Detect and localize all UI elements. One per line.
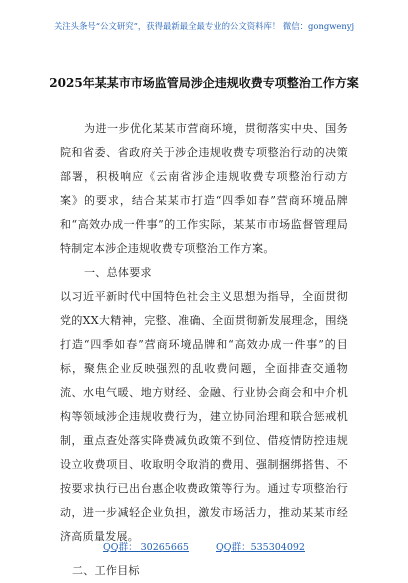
section-heading-work-goals: 二、工作目标 xyxy=(72,564,140,577)
footer-contact xyxy=(0,539,408,553)
header-banner: 关注头条号“公文研究”，获得最新最全最专业的公文资料库！ 微信：gongwenyj xyxy=(53,21,355,31)
section-heading-overall-requirements: 一、总体要求 xyxy=(84,266,152,279)
qq-group-link-2[interactable]: QQ群：535304092 xyxy=(216,542,305,553)
qq-group-link-1[interactable]: QQ群： 30265665 xyxy=(103,542,189,553)
document-title: 2025年某某市市场监管局涉企违规收费专项整治工作方案 xyxy=(49,76,359,90)
intro-paragraph: 为进一步优化某某市营商环境，贯彻落实中央、国务院和省委、省政府关于涉企违规收费专项整治行动的决策部署，积极响应《云南省涉企违规收费专项整治行动方案》的要求，结合某某市打造“四季如春”营商环境品牌和“高效办成一件事”的工作实际，某某市市场监督管理局特制定本涉企违规收费专项整治工作方案。 xyxy=(60,122,348,255)
section-paragraph-overall-requirements: 以习近平新时代中国特色社会主义思想为指导，全面贯彻党的XX大精神，完整、准确、全面贯彻新发展理念，围绕打造“四季如春”营商环境品牌和“高效办成一件事”的目标，聚焦企业反映强烈的乱收费问题，全面排查交通物流、水电气暖、地方财经、金融、行业协会商会和中介机构等领域涉企违规收费行为，建立协同治理和联合惩戒机制，重点查处落实降费减负政策不到位、借疫情防控违规设立收费项目、收取明令取消的费用、强制捆绑搭售、不按要求执行已出台惠企收费政策等行为。通过专项整治行动，进一步减轻企业负担，激发市场活力，推动某某市经济高质量发展。 xyxy=(60,290,348,543)
document-body xyxy=(60,117,348,583)
